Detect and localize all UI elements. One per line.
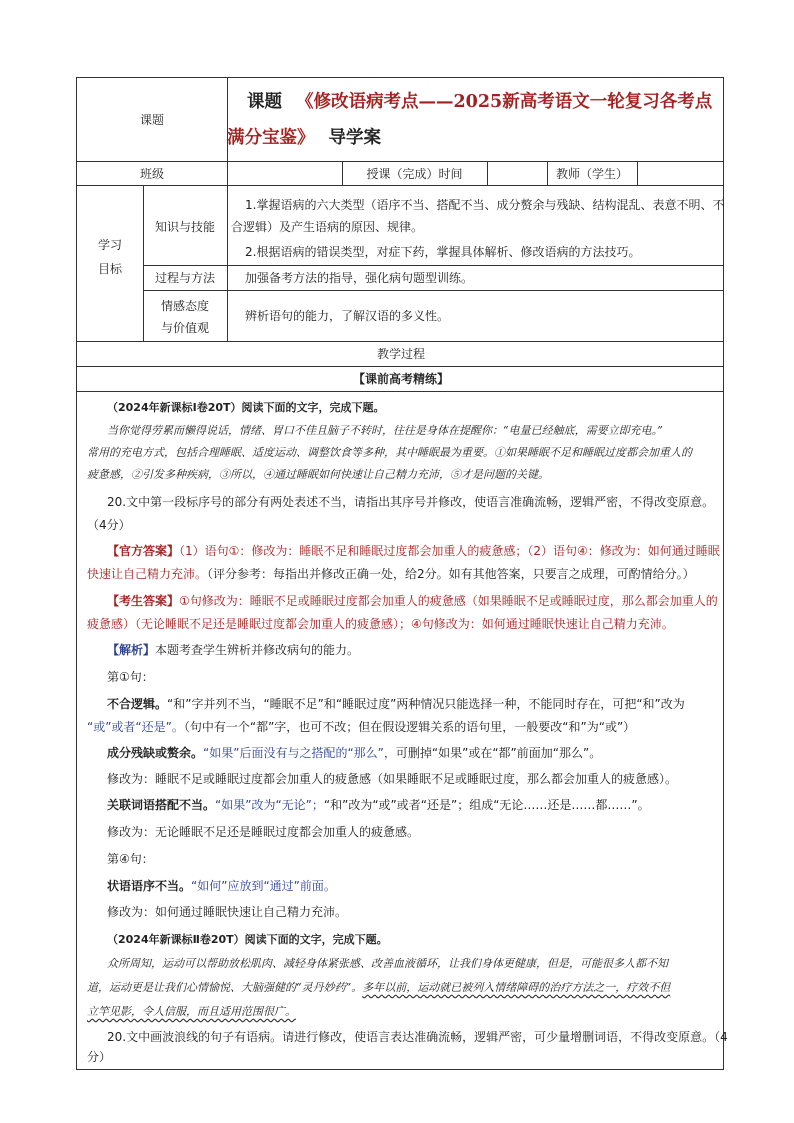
knowledge-text-1a: 1.掌握语病的六大类型（语序不当、搭配不当、成分赘余与残缺、结构混乱、表意不明、不 (245, 198, 725, 212)
order-text: “如何”应放到“通过”前面。 (191, 879, 336, 893)
q1-question-1: 20.文中第一段标序号的部分有两处表述不当，请指出其序号并修改，使语言准确流畅，逻辑严密，不得改变原意。 (107, 495, 715, 509)
keti-label: 课题 (139, 113, 164, 127)
q2-passage-3 (87, 1000, 717, 1024)
sentence-1-heading: 第①句： (107, 670, 154, 684)
class-label: 班级 (139, 167, 164, 181)
conj-text-b: “和”改为“或”或者“还是”；组成“无论……还是……都……”。 (323, 798, 650, 812)
row-divider (77, 161, 723, 162)
student-answer-line-1 (107, 590, 737, 613)
row-divider (143, 290, 723, 291)
q2-passage-1: 众所周知，运动可以帮助放松肌肉、减轻身体紧张感、改善血液循环，让我们身体更健康，但是，可能很多人都不知 (107, 957, 668, 970)
logic-line-2 (87, 716, 717, 739)
row-divider (77, 391, 723, 392)
q1-passage-3: 疲惫感，②引发多种疾病，③所以，④通过睡眠如何快速让自己精力充沛，⑤才是问题的关键。 (87, 468, 549, 481)
sentence-4-heading: 第④句： (107, 852, 154, 866)
goals-label-line2: 目标 (97, 262, 122, 276)
page-title (227, 84, 723, 156)
missing-line (107, 742, 737, 765)
row-divider (77, 185, 723, 186)
logic-text-2b: （句中有一个“都”字，也可不改；但在假设逻辑关系的语句里，一般要改“和”为“或”） (183, 720, 636, 734)
title-prefix: 课题 (247, 92, 282, 112)
missing-text-b: 可删掉“如果”或在“都”前面加“那么”。 (395, 746, 602, 760)
q2-passage-2a: 道，运动更是让我们心情愉悦、大脑强健的“灵丹妙药”。 (87, 981, 363, 994)
process-label: 过程与方法 (154, 271, 215, 285)
official-answer-line-1 (107, 540, 737, 563)
q2-question-2: 分） (87, 1050, 112, 1064)
fix-2: 修改为：无论睡眠不足还是睡眠过度都会加重人的疲惫感。 (107, 825, 420, 839)
goals-label (77, 233, 143, 281)
official-answer-line-2 (87, 563, 717, 586)
official-answer-text-1: （1）语句①：修改为：睡眠不足和睡眠过度都会加重人的疲惫感；（2）语句④：修改为：如何通过睡眠 (179, 544, 720, 558)
official-answer-text-2: 快速让自己精力充沛。 (87, 567, 208, 581)
col-divider (487, 161, 488, 185)
fix-3: 修改为：如何通过睡眠快速让自己精力充沛。 (107, 905, 348, 919)
q1-passage-2: 常用的充电方式，包括合理睡眠、适度运动、调整饮食等多种，其中睡眠最为重要。①如果睡眠不足和睡眠过度都会加重人的 (87, 446, 692, 459)
student-answer-text-2: 疲惫感）（无论睡眠不足还是睡眠过度都会加重人的疲惫感）；④句修改为：如何通过睡眠快速让自己精力充沛。 (87, 617, 674, 631)
q2-wavy-sentence: 多年以前，运动就已被列入情绪障碍的治疗方法之一，疗效不但 (362, 981, 671, 994)
attitude-text: 辨析语句的能力，了解汉语的多义性。 (245, 309, 450, 323)
knowledge-label: 知识与技能 (154, 220, 215, 234)
fix-1: 修改为：睡眠不足或睡眠过度都会加重人的疲惫感（如果睡眠不足或睡眠过度，那么都会加重人的疲惫感）。 (107, 772, 678, 786)
missing-text-a: “如果”后面没有与之搭配的“那么”， (203, 746, 396, 760)
student-answer-text-1: ①句修改为：睡眠不足或睡眠过度都会加重人的疲惫感（如果睡眠不足或睡眠过度，那么都会加重人的 (179, 594, 718, 608)
attitude-label-line1: 情感态度 (160, 299, 209, 313)
q1-passage-1: 当你觉得劳累而懒得说话，情绪、胃口不佳且脑子不转时，往往是身体在提醒你：“电量已经触底，需要立即充电。” (107, 424, 663, 437)
logic-text-1: “和”字并列不当，“睡眠不足”和“睡眠过度”两种情况只能选择一种，不能同时存在，可把“和”改为 (167, 697, 685, 711)
q2-question-1: 20.文中画波浪线的句子有语病。请进行修改，使语言表达准确流畅，逻辑严密，可少量增删词语，不得改变原意。（4 (107, 1030, 728, 1044)
title-main: 《修改语病考点——2025新高考语文一轮复习各考点满分宝鉴》 (227, 92, 713, 148)
col-divider (227, 185, 228, 341)
conj-label: 关联词语搭配不当。 (107, 798, 216, 812)
q1-source: （2024年新课标Ⅰ卷20T）阅读下面的文字，完成下题。 (107, 401, 385, 414)
logic-line-1 (107, 693, 737, 716)
logic-label: 不合逻辑。 (107, 697, 168, 711)
knowledge-text-2: 2.根据语病的错误类型，对症下药，掌握具体解析、修改语病的方法技巧。 (245, 245, 641, 259)
time-label: 授课（完成）时间 (366, 167, 463, 181)
process-text: 加强备考方法的指导，强化病句题型训练。 (245, 271, 474, 285)
logic-text-2a: “或”或者“还是”。 (87, 720, 184, 734)
order-label: 状语语序不当。 (107, 879, 192, 893)
process-heading: 教学过程 (376, 347, 425, 361)
q2-wavy-sentence-end: 立竿见影，令人信服，而且适用范围很广。 (87, 1005, 296, 1018)
section-heading: 【课前高考精练】 (352, 372, 449, 386)
analysis-line (107, 639, 737, 662)
q2-passage-2 (87, 976, 717, 1000)
col-divider (637, 161, 638, 185)
student-answer-label: 【考生答案】 (107, 594, 180, 608)
missing-label: 成分残缺或赘余。 (107, 746, 204, 760)
knowledge-text-1b: 合逻辑）及产生语病的原因、规律。 (231, 220, 424, 234)
conj-text-a: “如果”改为“无论”； (215, 798, 324, 812)
conj-line (107, 794, 737, 817)
attitude-label (143, 295, 227, 339)
attitude-label-line2: 与价值观 (160, 321, 209, 335)
col-divider (227, 161, 228, 185)
row-divider (143, 265, 723, 266)
analysis-label: 【解析】 (107, 643, 156, 657)
goals-label-line1: 学习 (97, 238, 122, 252)
official-answer-label: 【官方答案】 (107, 544, 180, 558)
q1-question-2: （4分） (87, 518, 131, 532)
teacher-label: 教师（学生） (555, 167, 628, 181)
official-answer-note: （评分参考：每指出并修改正确一处，给2分。如有其他答案，只要言之成理，可酌情给分。） (207, 567, 695, 581)
order-line (107, 875, 737, 898)
row-divider (77, 366, 723, 367)
q2-source: （2024年新课标Ⅱ卷20T）阅读下面的文字，完成下题。 (107, 933, 388, 946)
title-suffix: 导学案 (328, 128, 381, 148)
analysis-text: 本题考查学生辨析并修改病句的能力。 (155, 643, 360, 657)
document-table (76, 77, 728, 1070)
row-divider (77, 341, 723, 342)
